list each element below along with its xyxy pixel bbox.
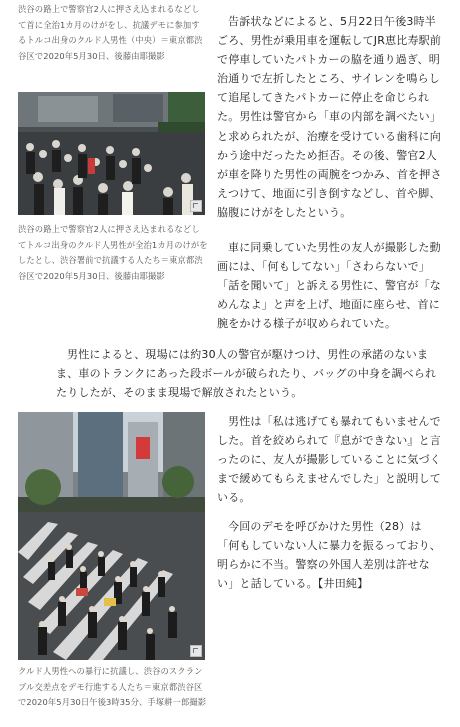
expand-photo-icon[interactable] bbox=[190, 645, 202, 657]
scramble-crossing-photo[interactable] bbox=[18, 412, 205, 660]
protest-crowd-image bbox=[18, 92, 205, 215]
expand-photo-icon[interactable] bbox=[190, 200, 202, 212]
protest-crowd-photo[interactable] bbox=[18, 92, 205, 215]
article-paragraph-1: 告訴状などによると、5月22日午後3時半ごろ、男性が乗用車を運転してJR恵比寿駅前で停車していたパトカーの脇を通り過ぎ、明治通りで左折したところ、サイレンを鳴らして追尾してきたパトカーに停止を命じられた。男性は警官から「車の内部を調べたい」と求められたが、治療を受けている歯科に向かう途中だったため拒否。その後、警官2人が車を降りた男性の両腕をつかみ、首を押さえつけて、地面に引き倒すなどし、首や脚、脇腹にけがをしたという。 bbox=[217, 15, 442, 219]
photo-caption-bottom: クルド人男性への暴行に抗議し、渋谷のスクランブル交差点をデモ行進する人たち＝東京都渋谷区で2020年5月30日午後3時35分、手塚耕一郎撮影 bbox=[18, 666, 207, 708]
article-paragraph-4: 男性は「私は逃げても暴れてもいませんでした。首を絞められて『息ができない』と言ったのに、友人が撮影していることに気づくまで緩めてもらえませんでした」と説明している。 bbox=[217, 415, 441, 505]
photo-caption-top: 渋谷の路上で警察官2人に押さえ込まれるなどして首に全治1カ月のけがをし、抗議デモに参加するトルコ出身のクルド人男性（中央）＝東京都渋谷区で2020年5月30日、後藤由耶撮影 bbox=[18, 4, 203, 61]
article-paragraph-2: 車に同乗していた男性の友人が撮影した動画には、「何もしてない」「さわらないで」「話を聞いて」と訴える男性に、警官が「なめんなよ」と声を上げ、地面に座らせ、首に腕をかける様子が収められていた。 bbox=[217, 241, 441, 331]
article-paragraph-3: 男性によると、現場には約30人の警官が駆けつけ、男性の承諾のないまま、車のトランクにあった段ボールが破られたり、バッグの中身を調べられたりしたが、そのまま現場で解放されたという。 bbox=[56, 348, 437, 400]
scramble-crossing-image bbox=[18, 412, 205, 660]
article-paragraph-5: 今回のデモを呼びかけた男性（28）は「何もしていない人に暴力を振るっており、明らかに不当。警察の外国人差別は許せない」と話している。【井田純】 bbox=[217, 520, 441, 591]
photo-caption-middle: 渋谷の路上で警察官2人に押さえ込まれるなどしてトルコ出身のクルド人男性が全治1カ月のけがをしたとし、渋谷署前で抗議する人たち＝東京都渋谷区で2020年5月30日、後藤由耶撮影 bbox=[18, 224, 208, 281]
